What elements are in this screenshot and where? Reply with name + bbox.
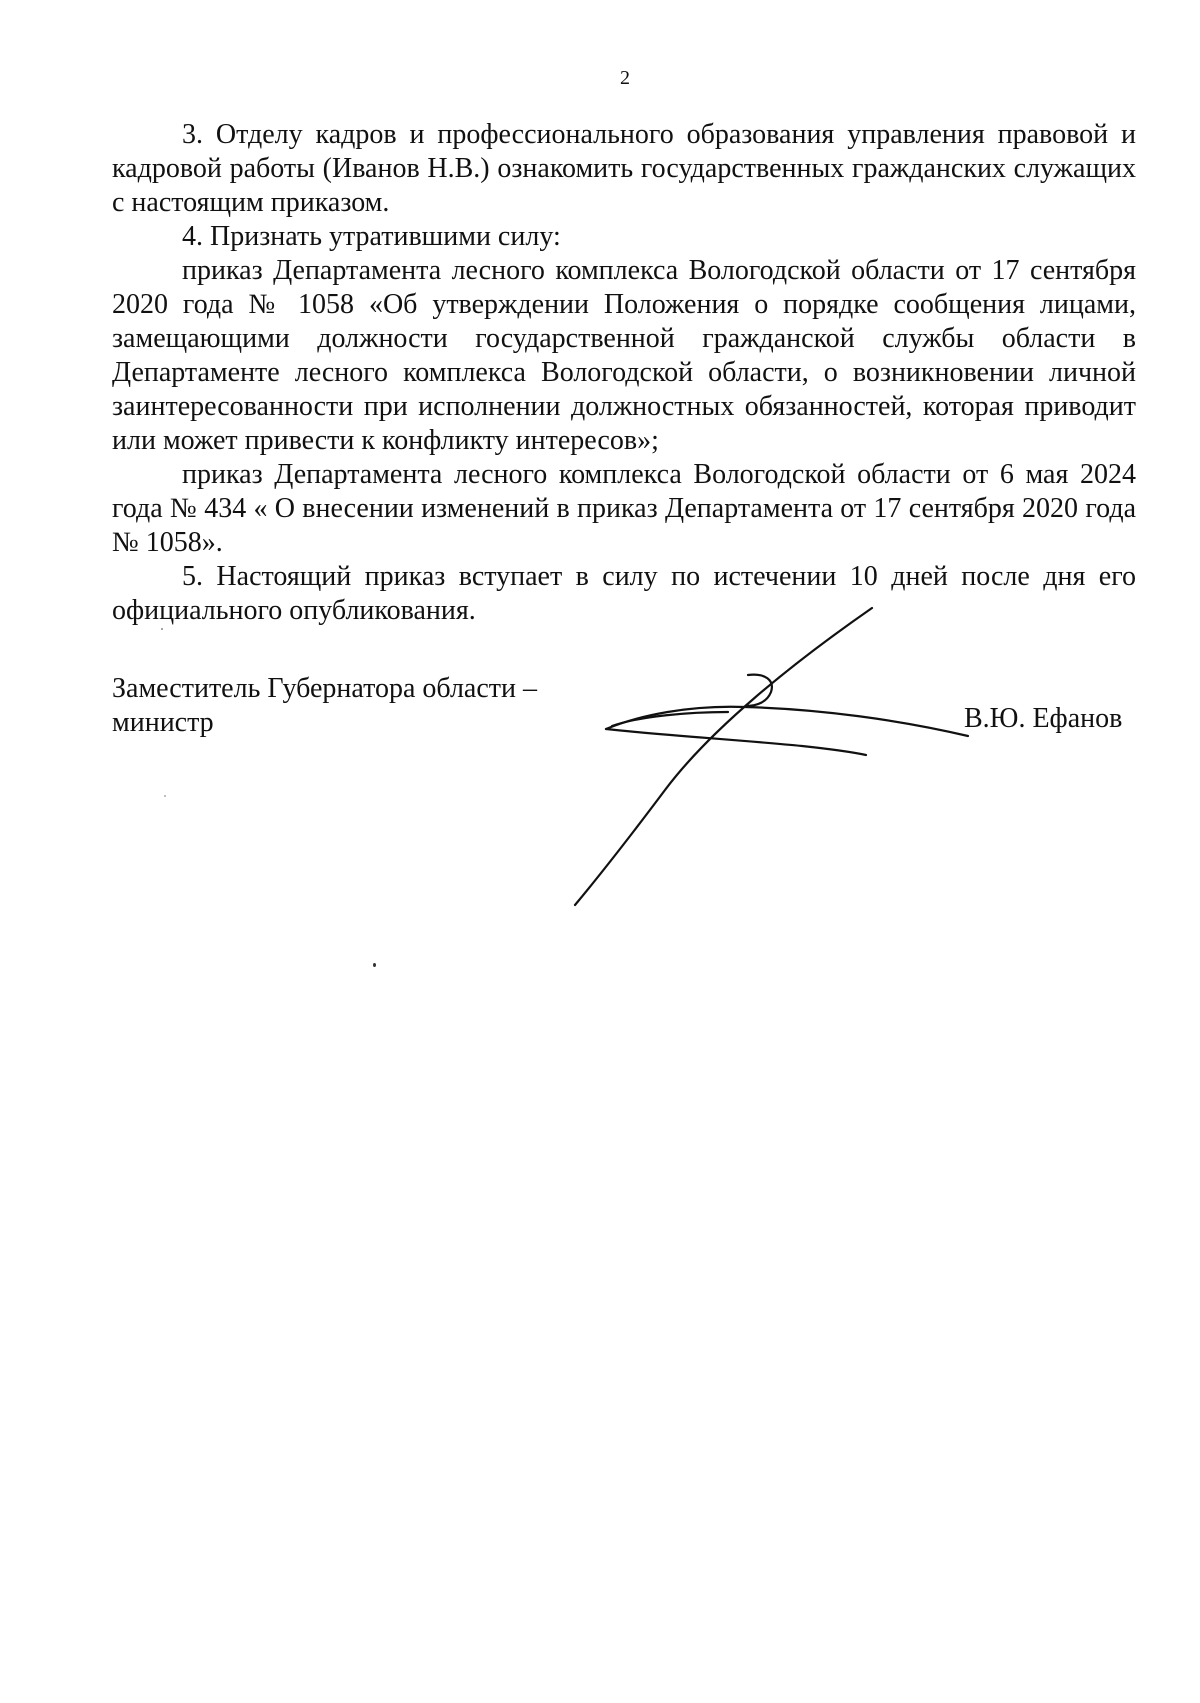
signer-title-line-2: министр bbox=[112, 707, 214, 738]
page-number: 2 bbox=[620, 67, 630, 89]
scan-speck bbox=[373, 963, 376, 967]
scan-speck bbox=[161, 628, 163, 630]
paragraph-item-4: 4. Признать утратившими силу: bbox=[182, 221, 561, 252]
signer-title-line-1: Заместитель Губернатора области – bbox=[112, 673, 537, 704]
signer-title bbox=[112, 672, 537, 740]
signature-block bbox=[112, 672, 1142, 872]
paragraph-repealed-order-1058: приказ Департамента лесного комплекса Вологодской области от 17 сентября 2020 года № 1058 «Об утверждении Положения о порядке сообщения лицами, замещающими должности государственной гражданской службы области в Департаменте лесного комплекса Вологодской области, о возникновении личной заинтересованности при исполнении должностных обязанностей, которая приводит или может привести к конфликту интересов»; bbox=[112, 255, 1136, 456]
paragraph-item-5: 5. Настоящий приказ вступает в силу по истечении 10 дней после дня его официального опубликования. bbox=[112, 561, 1136, 626]
paragraph-repealed-order-434: приказ Департамента лесного комплекса Вологодской области от 6 мая 2024 года № 434 « О внесении изменений в приказ Департамента от 17 сентября 2020 года № 1058». bbox=[112, 459, 1136, 558]
document-body bbox=[112, 118, 1136, 628]
paragraph-item-3: 3. Отделу кадров и профессионального образования управления правовой и кадровой работы (Иванов Н.В.) ознакомить государственных гражданских служащих с настоящим приказом. bbox=[112, 119, 1136, 218]
scan-speck bbox=[164, 795, 166, 797]
signer-name: В.Ю. Ефанов bbox=[964, 703, 1123, 734]
